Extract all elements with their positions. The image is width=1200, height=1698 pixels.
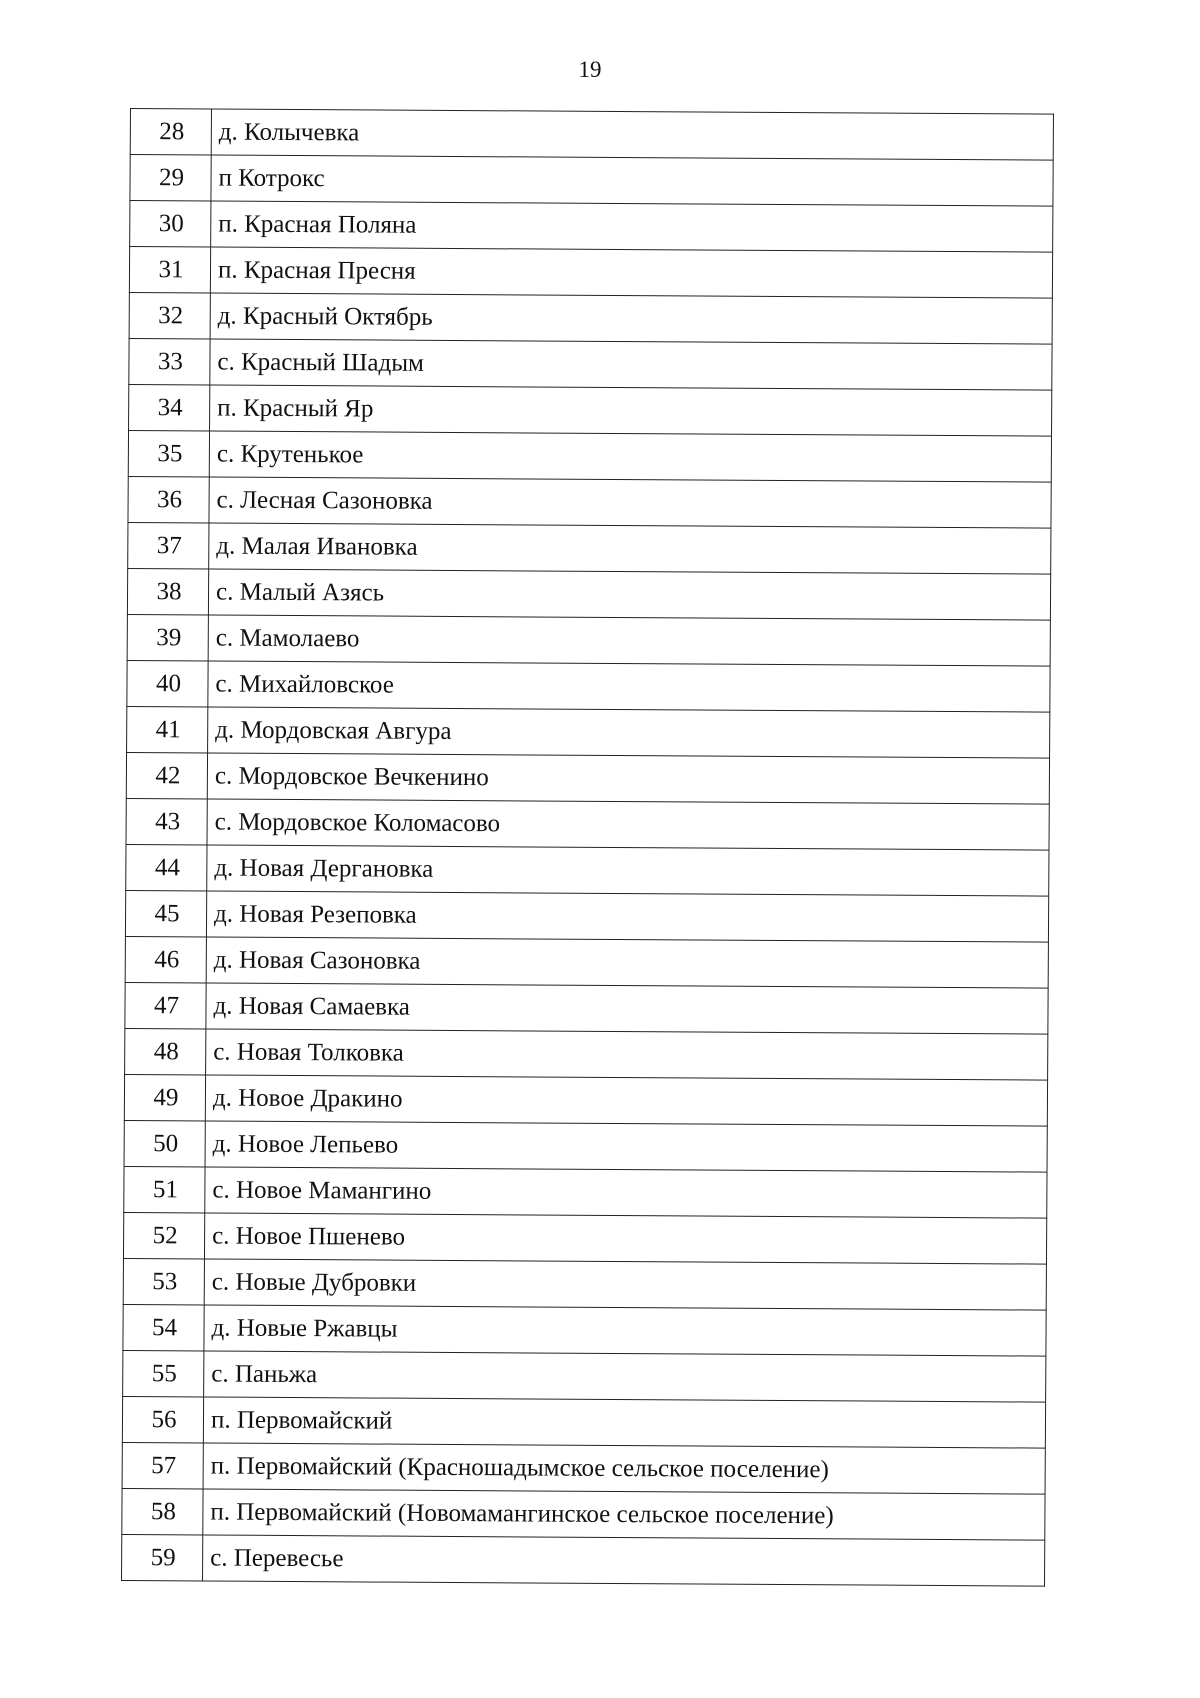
table-row bbox=[123, 1258, 1046, 1310]
table-row bbox=[128, 476, 1051, 528]
settlement-name: д. Красный Октябрь bbox=[210, 293, 1052, 344]
settlement-name: д. Колычевка bbox=[211, 109, 1053, 160]
settlement-name: с. Малый Азясь bbox=[208, 569, 1050, 620]
row-number: 49 bbox=[124, 1074, 205, 1120]
table-row bbox=[126, 844, 1049, 896]
table-row bbox=[128, 430, 1051, 482]
table-row bbox=[130, 201, 1053, 253]
table-row bbox=[130, 109, 1053, 161]
settlement-name: д. Новая Дергановка bbox=[207, 845, 1049, 896]
row-number: 56 bbox=[122, 1396, 203, 1442]
table-row bbox=[123, 1212, 1046, 1264]
table-row bbox=[124, 1166, 1047, 1218]
settlement-name: п. Первомайский (Новомамангинское сельское поселение) bbox=[203, 1489, 1045, 1540]
table-row bbox=[124, 1120, 1047, 1172]
settlement-name: с. Новое Пшенево bbox=[204, 1213, 1046, 1264]
page-number: 19 bbox=[578, 57, 602, 82]
row-number: 41 bbox=[127, 706, 208, 752]
row-number: 42 bbox=[126, 752, 207, 798]
table-row bbox=[129, 384, 1052, 436]
settlement-table bbox=[121, 108, 1054, 1587]
settlement-name: с. Лесная Сазоновка bbox=[209, 477, 1051, 528]
row-number: 47 bbox=[125, 982, 206, 1028]
row-number: 53 bbox=[123, 1258, 204, 1304]
settlement-name: п. Красный Яр bbox=[210, 385, 1052, 436]
row-number: 29 bbox=[130, 155, 211, 201]
settlement-name: с. Красный Шадым bbox=[210, 339, 1052, 390]
settlement-name: д. Мордовская Авгура bbox=[208, 707, 1050, 758]
settlement-name: с. Перевесье bbox=[203, 1535, 1045, 1586]
table-row bbox=[126, 752, 1049, 804]
row-number: 51 bbox=[124, 1166, 205, 1212]
table-row bbox=[130, 155, 1053, 207]
row-number: 45 bbox=[125, 890, 206, 936]
row-number: 31 bbox=[129, 247, 210, 293]
settlement-name: п Котрокс bbox=[211, 155, 1053, 206]
table-row bbox=[125, 890, 1048, 942]
row-number: 32 bbox=[129, 292, 210, 338]
row-number: 50 bbox=[124, 1120, 205, 1166]
table-row bbox=[125, 1028, 1048, 1080]
settlement-name: д. Новая Резеповка bbox=[206, 891, 1048, 942]
table-row bbox=[126, 798, 1049, 850]
settlement-name: с. Новое Мамангино bbox=[205, 1167, 1047, 1218]
settlement-name: с. Паньжа bbox=[204, 1351, 1046, 1402]
table-row bbox=[127, 568, 1050, 620]
row-number: 39 bbox=[127, 614, 208, 660]
settlement-name: с. Новые Дубровки bbox=[204, 1259, 1046, 1310]
row-number: 28 bbox=[130, 109, 211, 155]
row-number: 30 bbox=[130, 201, 211, 247]
table-row bbox=[129, 247, 1052, 299]
settlement-name: д. Новое Лепьево bbox=[205, 1121, 1047, 1172]
settlement-name: п. Первомайский bbox=[203, 1397, 1045, 1448]
row-number: 36 bbox=[128, 476, 209, 522]
row-number: 48 bbox=[125, 1028, 206, 1074]
table-row bbox=[122, 1442, 1045, 1494]
row-number: 59 bbox=[122, 1534, 203, 1580]
row-number: 33 bbox=[129, 338, 210, 384]
settlement-name: п. Красная Пресня bbox=[210, 247, 1052, 298]
table-row bbox=[128, 522, 1051, 574]
row-number: 35 bbox=[128, 430, 209, 476]
settlement-name: с. Михайловское bbox=[208, 661, 1050, 712]
table-row bbox=[122, 1534, 1045, 1586]
row-number: 44 bbox=[126, 844, 207, 890]
table-row bbox=[122, 1488, 1045, 1540]
settlement-name: д. Новая Самаевка bbox=[206, 983, 1048, 1034]
settlement-name: п. Первомайский (Красношадымское сельское поселение) bbox=[203, 1443, 1045, 1494]
row-number: 43 bbox=[126, 798, 207, 844]
settlement-name: с. Мамолаево bbox=[208, 615, 1050, 666]
table-row bbox=[127, 614, 1050, 666]
row-number: 37 bbox=[128, 522, 209, 568]
settlement-name: д. Малая Ивановка bbox=[209, 523, 1051, 574]
row-number: 34 bbox=[129, 384, 210, 430]
row-number: 40 bbox=[127, 660, 208, 706]
table-row bbox=[127, 660, 1050, 712]
table-row bbox=[122, 1396, 1045, 1448]
table-row bbox=[129, 338, 1052, 390]
table-row bbox=[123, 1304, 1046, 1356]
settlement-name: д. Новые Ржавцы bbox=[204, 1305, 1046, 1356]
table-row bbox=[124, 1074, 1047, 1126]
row-number: 46 bbox=[125, 936, 206, 982]
settlement-name: с. Мордовское Вечкенино bbox=[207, 753, 1049, 804]
table-row bbox=[125, 982, 1048, 1034]
settlement-rows bbox=[122, 109, 1054, 1587]
table-row bbox=[125, 936, 1048, 988]
row-number: 57 bbox=[122, 1442, 203, 1488]
table-row bbox=[129, 292, 1052, 344]
row-number: 55 bbox=[123, 1350, 204, 1396]
row-number: 54 bbox=[123, 1304, 204, 1350]
table-row bbox=[127, 706, 1050, 758]
settlement-name: д. Новая Сазоновка bbox=[206, 937, 1048, 988]
settlement-name: п. Красная Поляна bbox=[211, 201, 1053, 252]
settlement-name: с. Крутенькое bbox=[209, 431, 1051, 482]
settlement-name: с. Мордовское Коломасово bbox=[207, 799, 1049, 850]
row-number: 52 bbox=[123, 1212, 204, 1258]
settlement-name: д. Новое Дракино bbox=[205, 1075, 1047, 1126]
settlement-name: с. Новая Толковка bbox=[206, 1029, 1048, 1080]
row-number: 38 bbox=[127, 568, 208, 614]
table-row bbox=[123, 1350, 1046, 1402]
row-number: 58 bbox=[122, 1488, 203, 1534]
